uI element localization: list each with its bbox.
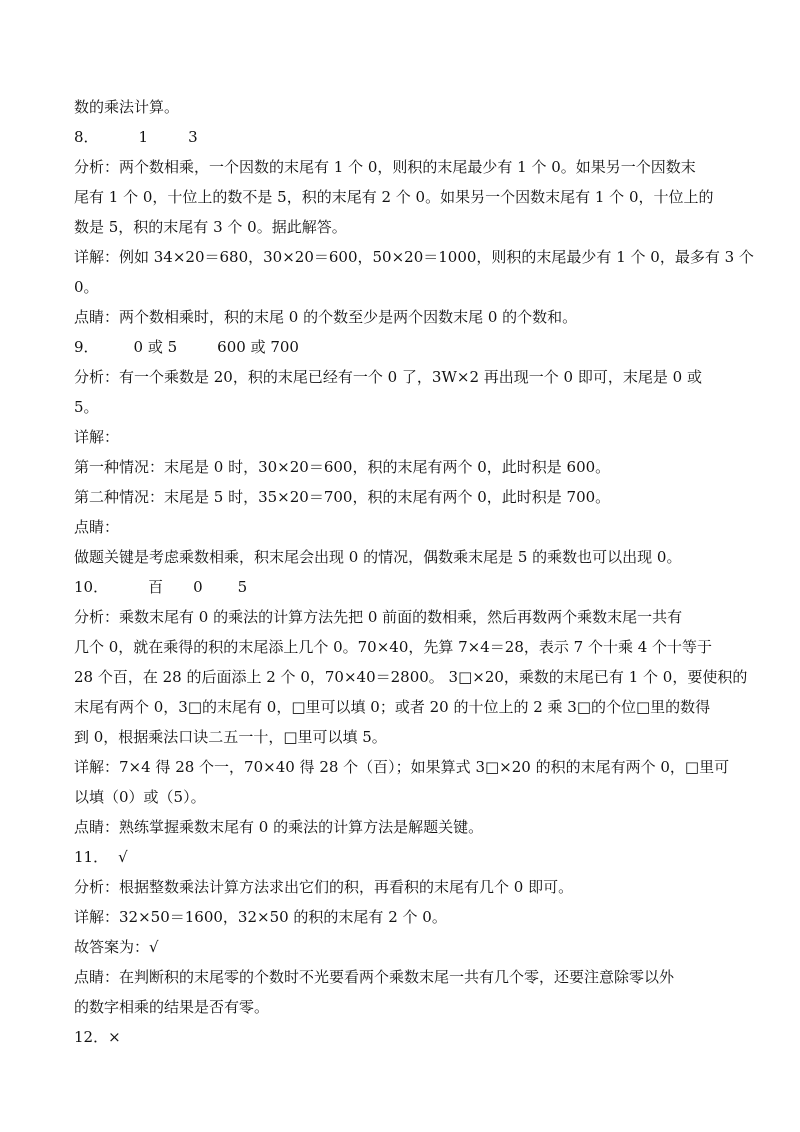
question-11-answer-line — [74, 842, 734, 872]
comment-line: 点睛： — [74, 518, 120, 536]
detail-line: 详解：例如 34×20＝680，30×20＝600，50×20＝1000，则积的末尾最少有 1 个 0，最多有 3 个 — [74, 248, 754, 266]
answer-blank: 5 — [237, 578, 248, 596]
text-line: 28 个百，在 28 的后面添上 2 个 0，70×40＝2800。 3□×20，乘数的末尾已有 1 个 0，要使积的 — [74, 668, 748, 686]
question-number: 9． — [74, 338, 99, 356]
answer-line: 故答案为：√ — [74, 938, 159, 956]
text-line: 以填（0）或（5）。 — [74, 788, 206, 806]
answer-blank: 0 或 5 — [133, 338, 178, 356]
comment-line: 点睛：两个数相乘时，积的末尾 0 的个数至少是两个因数末尾 0 的个数和。 — [74, 308, 578, 326]
comment-line: 点睛：在判断积的末尾零的个数时不光要看两个乘数末尾一共有几个零，还要注意除零以外 — [74, 968, 675, 986]
text-line: 到 0，根据乘法口诀二五一十，□里可以填 5。 — [74, 728, 387, 746]
text-line: 0。 — [74, 278, 99, 296]
text-line: 做题关键是考虑乘数相乘，积末尾会出现 0 的情况，偶数乘末尾是 5 的乘数也可以出现 0。 — [74, 548, 682, 566]
question-number: 11． — [74, 848, 109, 866]
analysis-line: 分析：有一个乘数是 20，积的末尾已经有一个 0 了，3W×2 再出现一个 0 即可，末尾是 0 或 — [74, 368, 702, 386]
question-12-answer-line: 12．× — [74, 1028, 121, 1046]
text-line: 数是 5，积的末尾有 3 个 0。据此解答。 — [74, 218, 347, 236]
answer-blank: 百 — [148, 578, 164, 596]
question-9-answer-line — [74, 332, 734, 362]
detail-line: 详解：7×4 得 28 个一，70×40 得 28 个（百）；如果算式 3□×20 的积的末尾有两个 0，□里可 — [74, 758, 730, 776]
question-10-answer-line — [74, 572, 734, 602]
answer-blank: 1 — [138, 128, 149, 146]
detail-line: 详解： — [74, 428, 120, 446]
question-8-answer-line — [74, 122, 734, 152]
answer-blank: 600 或 700 — [217, 338, 299, 356]
comment-line: 点睛：熟练掌握乘数末尾有 0 的乘法的计算方法是解题关键。 — [74, 818, 484, 836]
analysis-line: 分析：乘数末尾有 0 的乘法的计算方法先把 0 前面的数相乘，然后再数两个乘数末尾一共有 — [74, 608, 683, 626]
question-number: 8． — [74, 128, 99, 146]
analysis-line: 分析：根据整数乘法计算方法求出它们的积，再看积的末尾有几个 0 即可。 — [74, 878, 574, 896]
answer-blank: √ — [118, 848, 128, 866]
analysis-line: 分析：两个数相乘，一个因数的末尾有 1 个 0，则积的末尾最少有 1 个 0。如果另一个因数末 — [74, 158, 696, 176]
text-line: 尾有 1 个 0，十位上的数不是 5，积的末尾有 2 个 0。如果另一个因数末尾有 1 个 0，十位上的 — [74, 188, 714, 206]
text-line: 末尾有两个 0，3□的末尾有 0，□里可以填 0；或者 20 的十位上的 2 乘 3□的个位□里的数得 — [74, 698, 711, 716]
text-line: 数的乘法计算。 — [74, 98, 180, 116]
document-page — [74, 92, 754, 1052]
text-line: 5。 — [74, 398, 99, 416]
text-line: 几个 0，就在乘得的积的末尾添上几个 0。70×40，先算 7×4＝28，表示 7 个十乘 4 个十等于 — [74, 638, 713, 656]
text-line: 第一种情况：末尾是 0 时，30×20＝600，积的末尾有两个 0，此时积是 600。 — [74, 458, 611, 476]
answer-blank: 0 — [193, 578, 203, 596]
answer-blank: 3 — [188, 128, 198, 146]
question-number: 10． — [74, 578, 109, 596]
text-line: 的数字相乘的结果是否有零。 — [74, 998, 270, 1016]
detail-line: 详解：32×50＝1600，32×50 的积的末尾有 2 个 0。 — [74, 908, 447, 926]
text-line: 第二种情况：末尾是 5 时，35×20＝700，积的末尾有两个 0，此时积是 700。 — [74, 488, 611, 506]
